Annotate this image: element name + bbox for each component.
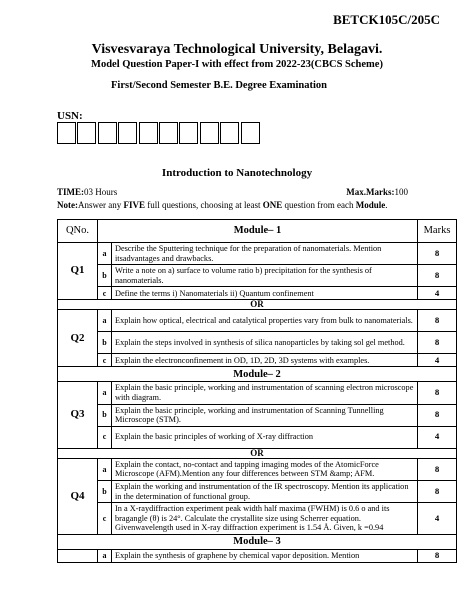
question-text: Explain the basic principle, working and instrumentation of Scanning Tunnelling Microscope (STM).: [112, 404, 418, 426]
usn-box: [139, 122, 158, 144]
time-line: [57, 187, 117, 197]
marks-value: 4: [418, 426, 457, 448]
marks-value: 8: [418, 332, 457, 354]
question-row: [58, 458, 457, 480]
part-letter: c: [98, 354, 112, 367]
part-letter: b: [98, 332, 112, 354]
usn-box: [57, 122, 76, 144]
usn-box: [118, 122, 137, 144]
module-3-header: Module– 3: [58, 534, 457, 549]
university-name: Visvesvaraya Technological University, Belagavi.: [91, 42, 383, 57]
usn-box: [179, 122, 198, 144]
usn-box: [220, 122, 239, 144]
question-text: Describe the Sputtering technique for the preparation of nanomaterials. Mention itsadvantages and drawbacks.: [112, 243, 418, 265]
question-row: [58, 404, 457, 426]
question-text: Define the terms i) Nanomaterials ii) Quantum confinement: [112, 287, 418, 300]
or-row: [58, 448, 457, 458]
question-number: [58, 549, 98, 562]
qno-header: QNo.: [58, 220, 98, 243]
usn-box: [77, 122, 96, 144]
or-separator: OR: [58, 300, 457, 310]
usn-label: USN:: [57, 110, 83, 122]
or-row: [58, 300, 457, 310]
time-value: 03 Hours: [84, 187, 118, 197]
question-row: [58, 287, 457, 300]
question-row: [58, 265, 457, 287]
marks-value: 4: [418, 287, 457, 300]
question-text: Explain the synthesis of graphene by chemical vapor deposition. Mention: [112, 549, 418, 562]
question-text: Write a note on a) surface to volume ratio b) precipitation for the synthesis of nanomaterials.: [112, 265, 418, 287]
question-row: [58, 382, 457, 404]
model-paper-line: Model Question Paper-I with effect from 2022-23(CBCS Scheme): [91, 59, 383, 70]
max-marks-line: [346, 187, 408, 197]
part-letter: b: [98, 480, 112, 502]
question-text: Explain the steps involved in synthesis of silica nanoparticles by taking sol gel method.: [112, 332, 418, 354]
subject-title: Introduction to Nanotechnology: [161, 167, 313, 179]
usn-box: [200, 122, 219, 144]
question-text: Explain the basic principles of working of X-ray diffraction: [112, 426, 418, 448]
marks-value: 8: [418, 382, 457, 404]
question-row: [58, 332, 457, 354]
part-letter: a: [98, 310, 112, 332]
table-header-row: [58, 220, 457, 243]
module-2-header: Module– 2: [58, 367, 457, 382]
note-emphasis: FIVE: [123, 200, 146, 210]
module-row: [58, 534, 457, 549]
marks-value: 8: [418, 458, 457, 480]
question-text: Explain the working and instrumentation of the IR spectroscopy. Mention its application in the determination of functional group.: [112, 480, 418, 502]
marks-header: Marks: [418, 220, 457, 243]
marks-value: 4: [418, 354, 457, 367]
paper-code: BETCK105C/205C: [333, 12, 440, 27]
question-text: Explain the basic principle, working and instrumentation of scanning electron microscope with diagram.: [112, 382, 418, 404]
question-row: [58, 310, 457, 332]
question-text: Explain the electronconfinement in OD, 1D, 2D, 3D systems with examples.: [112, 354, 418, 367]
usn-box: [241, 122, 260, 144]
question-text: In a X-raydiffraction experiment peak width half maxima (FWHM) is 0.6 o and its bragangle (θ) is 24°. Calculate the crystallite size using Scherrer equation. Givenwavelength used in X-ray diffraction experiment is 1.54 Å. Given, k =0.94: [112, 503, 418, 535]
instructions-note: [57, 200, 388, 210]
part-letter: a: [98, 243, 112, 265]
module-1-header: Module– 1: [98, 220, 418, 243]
marks-value: 8: [418, 265, 457, 287]
note-text: full questions, choosing at least: [145, 200, 263, 210]
marks-value: 4: [418, 503, 457, 535]
note-text: .: [385, 200, 388, 210]
question-number: Q3: [58, 382, 98, 448]
part-letter: c: [98, 503, 112, 535]
question-table: [57, 219, 457, 563]
max-marks-value: 100: [394, 187, 408, 197]
marks-value: 8: [418, 310, 457, 332]
max-marks-label: Max.Marks:: [346, 187, 395, 197]
question-row: [58, 354, 457, 367]
usn-box: [98, 122, 117, 144]
marks-value: 8: [418, 480, 457, 502]
part-letter: a: [98, 382, 112, 404]
question-text: Explain the contact, no-contact and tapping imaging modes of the AtomicForce Microscope (AFM).Mention any four differences between STM &amp; AFM.: [112, 458, 418, 480]
part-letter: b: [98, 265, 112, 287]
marks-value: 8: [418, 243, 457, 265]
marks-value: 8: [418, 404, 457, 426]
question-row: [58, 426, 457, 448]
question-number: Q1: [58, 243, 98, 300]
question-row: [58, 503, 457, 535]
usn-box: [159, 122, 178, 144]
note-label: Note:: [57, 200, 78, 210]
part-letter: b: [98, 404, 112, 426]
marks-value: 8: [418, 549, 457, 562]
part-letter: a: [98, 458, 112, 480]
note-emphasis: Module: [355, 200, 386, 210]
note-emphasis: ONE: [262, 200, 283, 210]
exam-title: First/Second Semester B.E. Degree Examination: [111, 80, 328, 91]
question-text: Explain how optical, electrical and catalytical properties vary from bulk to nanomaterials.: [112, 310, 418, 332]
part-letter: c: [98, 287, 112, 300]
question-number: Q4: [58, 458, 98, 534]
question-row: [58, 549, 457, 562]
time-label: TIME:: [57, 187, 84, 197]
note-text: Answer any: [78, 200, 124, 210]
usn-boxes: [57, 122, 261, 144]
question-row: [58, 243, 457, 265]
question-row: [58, 480, 457, 502]
module-row: [58, 367, 457, 382]
part-letter: c: [98, 426, 112, 448]
part-letter: a: [98, 549, 112, 562]
or-separator: OR: [58, 448, 457, 458]
note-text: question from each: [282, 200, 356, 210]
question-number: Q2: [58, 310, 98, 367]
